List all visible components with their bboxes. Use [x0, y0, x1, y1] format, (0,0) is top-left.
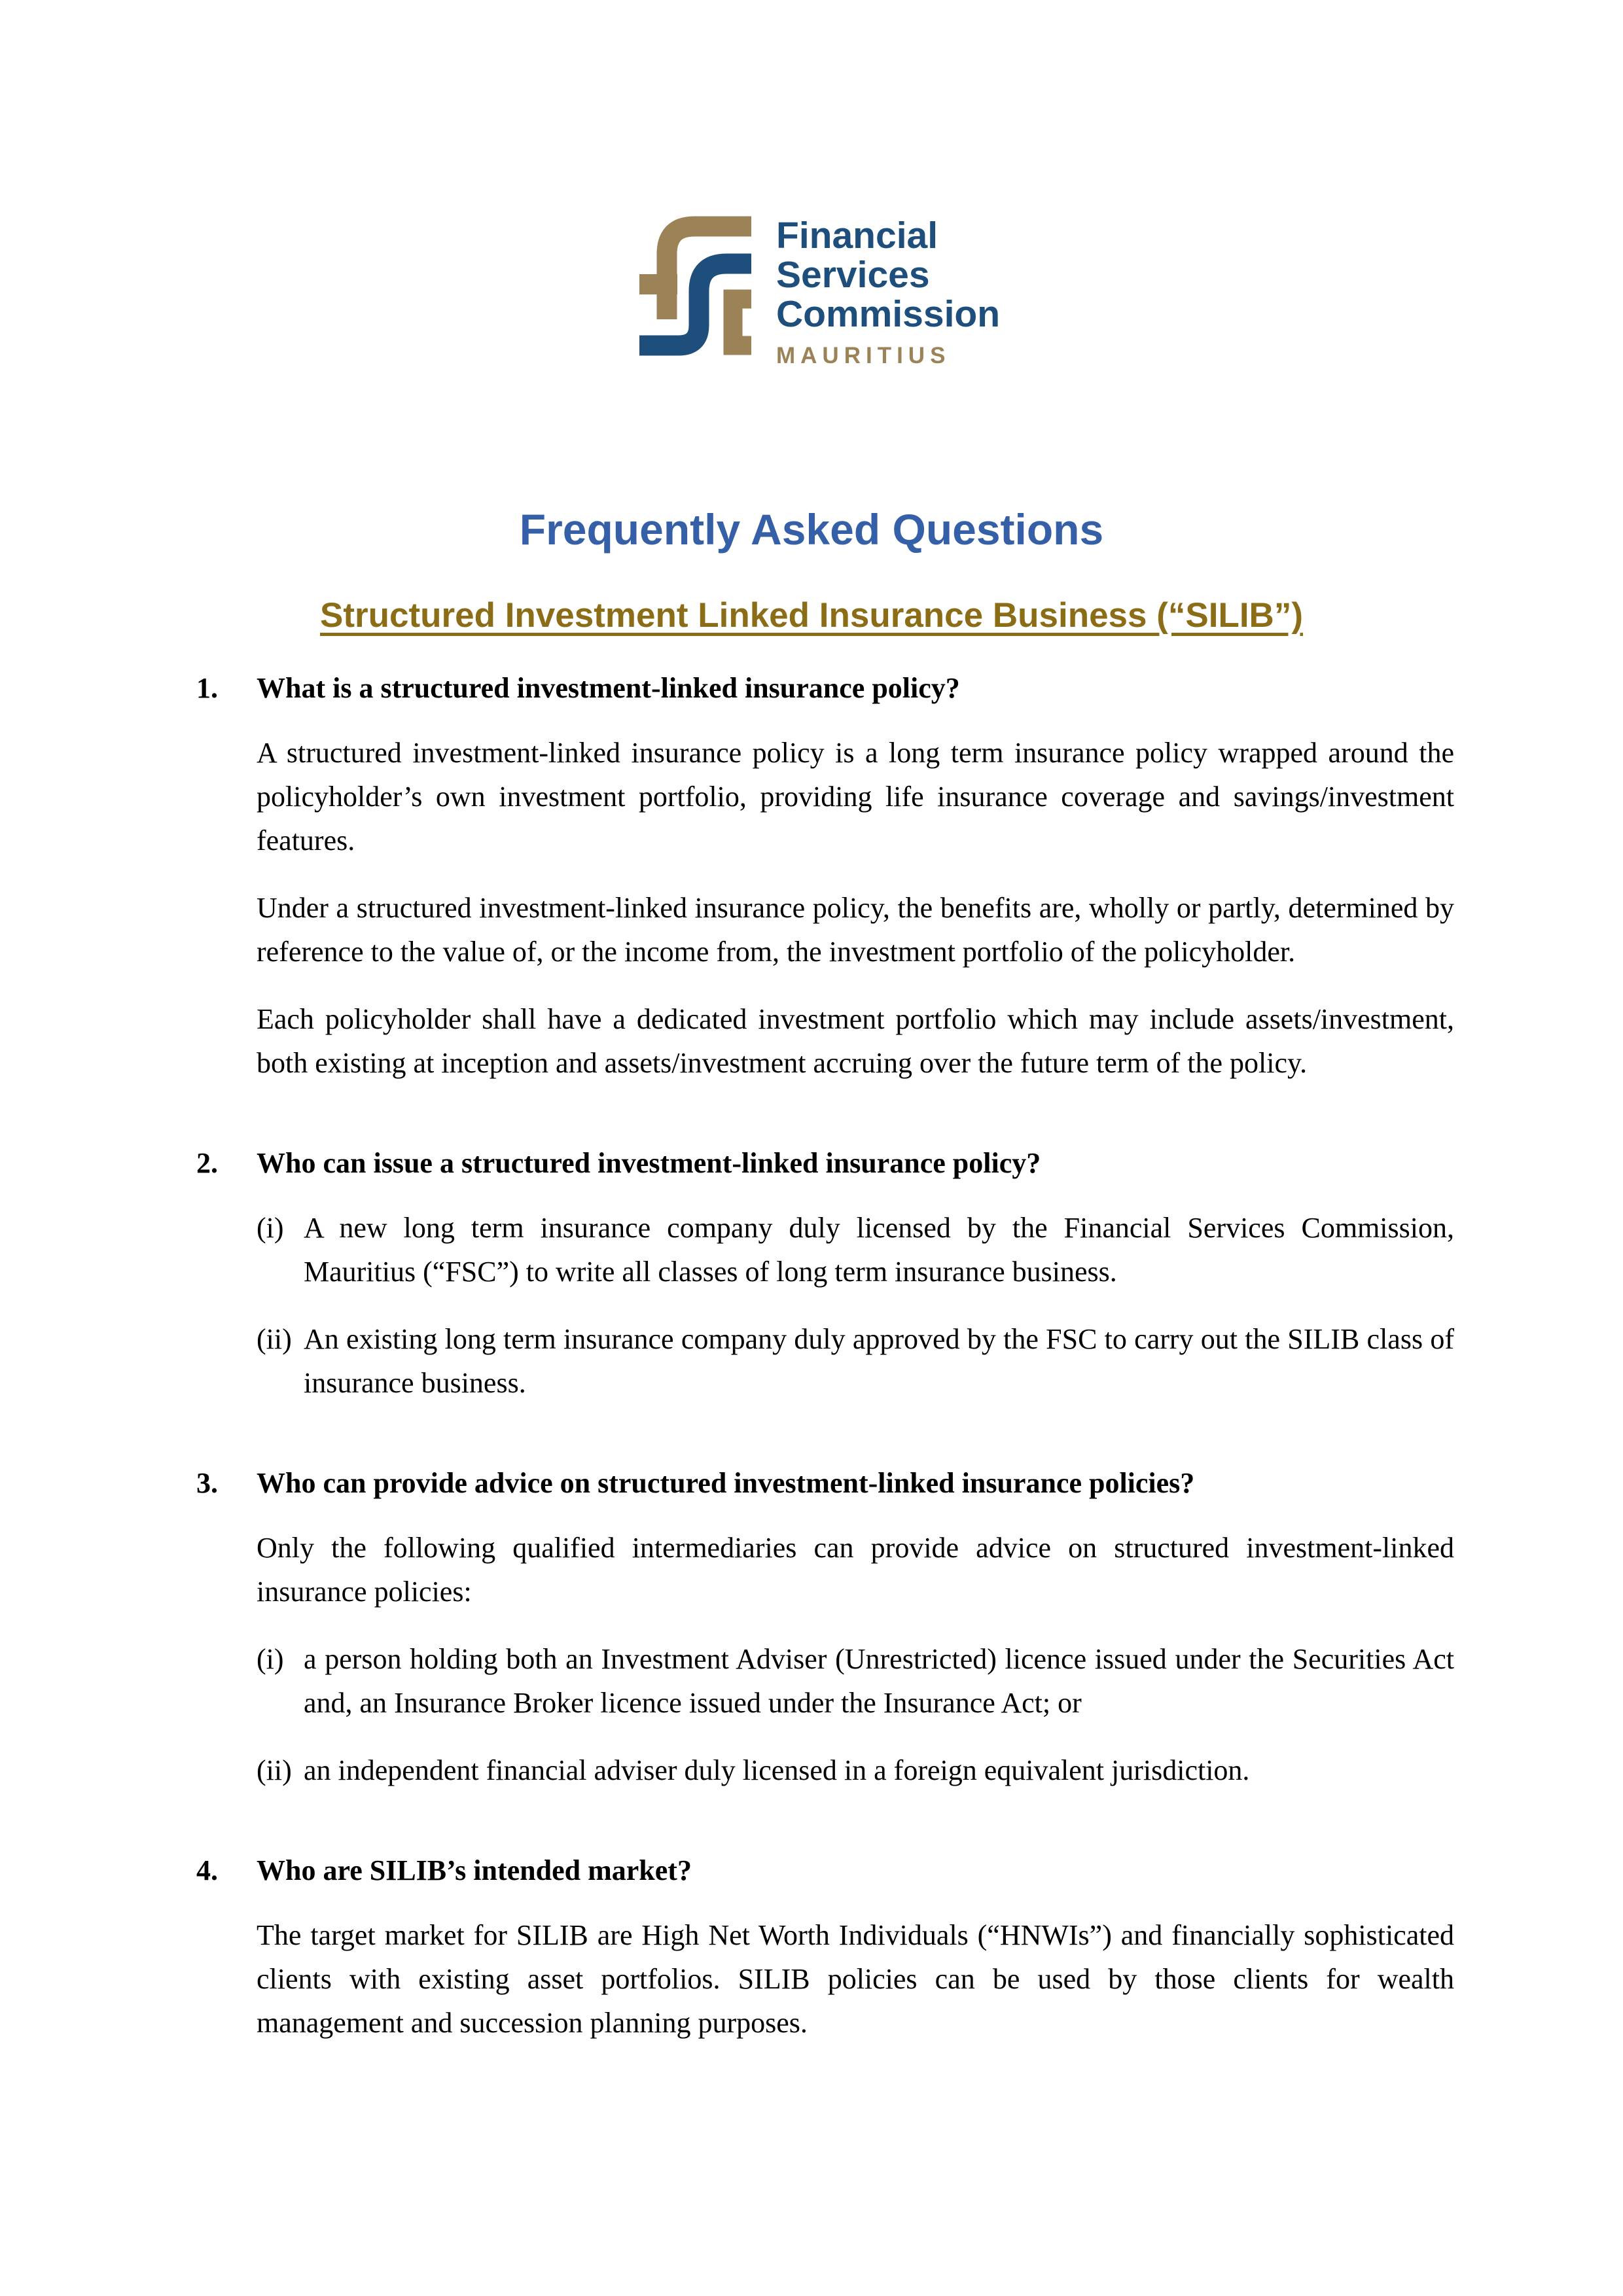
list-item-marker: (ii)	[257, 1323, 292, 1355]
list-item-marker: (ii)	[257, 1754, 292, 1786]
list-item-text: An existing long term insurance company duly approved by the FSC to carry out the SILIB class of insurance business.	[304, 1323, 1454, 1399]
logo-word-financial: Financial	[776, 215, 938, 256]
answer-body	[196, 1526, 1454, 1792]
question-number: 1.	[196, 672, 218, 704]
answer-paragraph: A structured investment-linked insurance policy is a long term insurance policy wrapped around the policyholder’s own investment portfolio, providing life insurance coverage and savings/investment features.	[257, 737, 1454, 857]
question-title: Who can provide advice on structured investment-linked insurance policies?	[257, 1467, 1195, 1499]
answer-paragraph: Each policyholder shall have a dedicated investment portfolio which may include assets/investment, both existing at inception and assets/investment accruing over the future term of the policy.	[257, 1003, 1454, 1079]
question-title: Who can issue a structured investment-linked insurance policy?	[257, 1147, 1041, 1179]
answer-body	[196, 731, 1454, 1085]
page-title: Frequently Asked Questions	[519, 505, 1104, 554]
question-block-2	[196, 1141, 1454, 1405]
fsc-logo	[639, 216, 1000, 369]
fsc-monogram-icon	[639, 216, 751, 357]
logo-word-mauritius: MAURITIUS	[776, 343, 951, 368]
question-title: Who are SILIB’s intended market?	[257, 1854, 692, 1886]
list-item-marker: (i)	[257, 1212, 284, 1244]
question-number: 3.	[196, 1467, 218, 1499]
list-item	[257, 1637, 1454, 1725]
question-number: 4.	[196, 1854, 218, 1886]
list-item	[257, 1317, 1454, 1405]
answer-paragraph: The target market for SILIB are High Net Worth Individuals (“HNWIs”) and financially sophisticated clients with existing asset portfolios. SILIB policies can be used by those clients for wealth management and succession planning purposes.	[257, 1919, 1454, 2039]
question-block-1	[196, 666, 1454, 1085]
answer-paragraph: Under a structured investment-linked insurance policy, the benefits are, wholly or partly, determined by reference to the value of, or the income from, the investment portfolio of the policyholder.	[257, 892, 1454, 968]
fsc-logo-wordmark	[776, 216, 1000, 369]
question-number: 2.	[196, 1147, 218, 1179]
logo-word-commission: Commission	[776, 293, 1001, 335]
question-title: What is a structured investment-linked insurance policy?	[257, 672, 960, 704]
answer-body	[196, 1913, 1454, 2045]
list-item-text: A new long term insurance company duly licensed by the Financial Services Commission, Mauritius (“FSC”) to write all classes of long term insurance business.	[304, 1212, 1454, 1288]
question-heading	[196, 1848, 1454, 1892]
logo-word-services: Services	[776, 254, 930, 296]
answer-body	[196, 1206, 1454, 1405]
question-heading	[196, 666, 1454, 710]
list-item	[257, 1206, 1454, 1294]
question-heading	[196, 1461, 1454, 1505]
answer-paragraph: Only the following qualified intermediaries can provide advice on structured investment-linked insurance policies:	[257, 1532, 1454, 1608]
question-block-4	[196, 1848, 1454, 2045]
question-block-3	[196, 1461, 1454, 1792]
question-heading	[196, 1141, 1454, 1185]
faq-content	[196, 666, 1454, 2101]
page-subtitle: Structured Investment Linked Insurance Business (“SILIB”)	[320, 596, 1303, 635]
list-item-text: a person holding both an Investment Adviser (Unrestricted) licence issued under the Securities Act and, an Insurance Broker licence issued under the Insurance Act; or	[304, 1643, 1454, 1719]
list-item-marker: (i)	[257, 1643, 284, 1675]
list-item	[257, 1748, 1454, 1792]
list-item-text: an independent financial adviser duly licensed in a foreign equivalent jurisdiction.	[304, 1754, 1250, 1786]
